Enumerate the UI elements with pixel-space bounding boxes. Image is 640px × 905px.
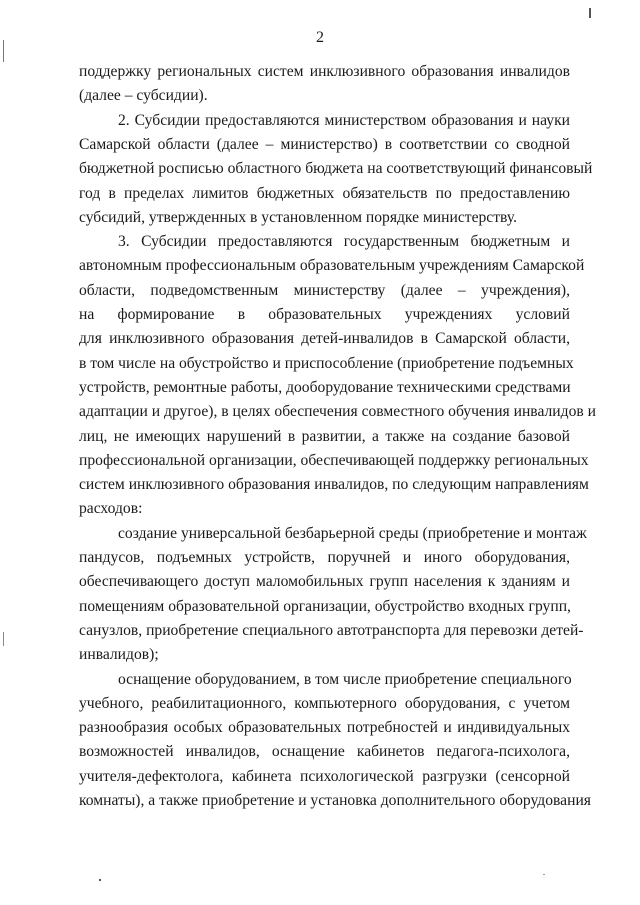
text-line: пандусов, подъемных устройств, поручней и иного оборудования, [79, 549, 570, 566]
text-line: расходов: [79, 500, 143, 518]
text-line: устройств, ремонтные работы, дооборудование техническими средствами [79, 378, 571, 396]
text-line: помещениям образовательной организации, обустройство входных групп, [79, 597, 571, 615]
text-line: 3. Субсидии предоставляются государственным бюджетным и [118, 233, 570, 251]
text-line: на формирование в образовательных учреждениях условий [79, 306, 570, 323]
text-line: Самарской области (далее – министерство) в соответствии со сводной [79, 135, 570, 153]
text-line: профессиональной организации, обеспечивающей поддержку региональных [79, 451, 589, 469]
text-line: субсидий, утвержденных в установленном порядке министерству. [79, 208, 517, 226]
scan-mark [589, 8, 591, 18]
text-line: области, подведомственным министерству (далее – учреждения), [79, 281, 570, 299]
text-line: разнообразия особых образовательных потребностей и индивидуальных [79, 719, 570, 737]
text-line: автономным профессиональным образовательным учреждениям Самарской [79, 257, 585, 275]
scan-mark [543, 874, 545, 875]
scan-mark [3, 632, 4, 646]
text-line: санузлов, приобретение специального автотранспорта для перевозки детей- [79, 621, 584, 639]
text-line: обеспечивающего доступ маломобильных групп населения к зданиям и [79, 573, 570, 591]
text-line: возможностей инвалидов, оснащение кабинетов педагога-психолога, [79, 743, 570, 761]
scan-mark [99, 879, 101, 881]
text-line: (далее – субсидии). [79, 87, 208, 105]
text-line: создание универсальной безбарьерной среды (приобретение и монтаж [118, 524, 587, 542]
text-line: для инклюзивного образования детей-инвалидов в Самарской области, [79, 330, 570, 348]
text-line: 2. Субсидии предоставляются министерством образования и науки [118, 111, 570, 129]
scan-mark [3, 40, 4, 62]
text-line: год в пределах лимитов бюджетных обязательств по предоставлению [79, 184, 570, 202]
text-line: бюджетной росписью областного бюджета на соответствующий финансовый [79, 160, 593, 178]
text-line: учителя-дефектолога, кабинета психологической разгрузки (сенсорной [79, 767, 570, 785]
text-line: в том числе на обустройство и приспособление (приобретение подъемных [79, 354, 574, 372]
text-line: учебного, реабилитационного, компьютерного оборудования, с учетом [79, 694, 570, 712]
text-line: поддержку региональных систем инклюзивного образования инвалидов [79, 63, 570, 80]
text-line: лиц, не имеющих нарушений в развитии, а также на создание базовой [79, 427, 570, 445]
text-line: оснащение оборудованием, в том числе приобретение специального [118, 670, 572, 688]
text-line: адаптации и другое), в целях обеспечения совместного обучения инвалидов и [79, 403, 596, 421]
text-line: комнаты), а также приобретение и установка дополнительного оборудования [79, 792, 591, 809]
text-line: инвалидов); [79, 646, 159, 664]
text-line: систем инклюзивного образования инвалидов, по следующим направлениям [79, 476, 589, 494]
page-number: 2 [316, 29, 324, 46]
